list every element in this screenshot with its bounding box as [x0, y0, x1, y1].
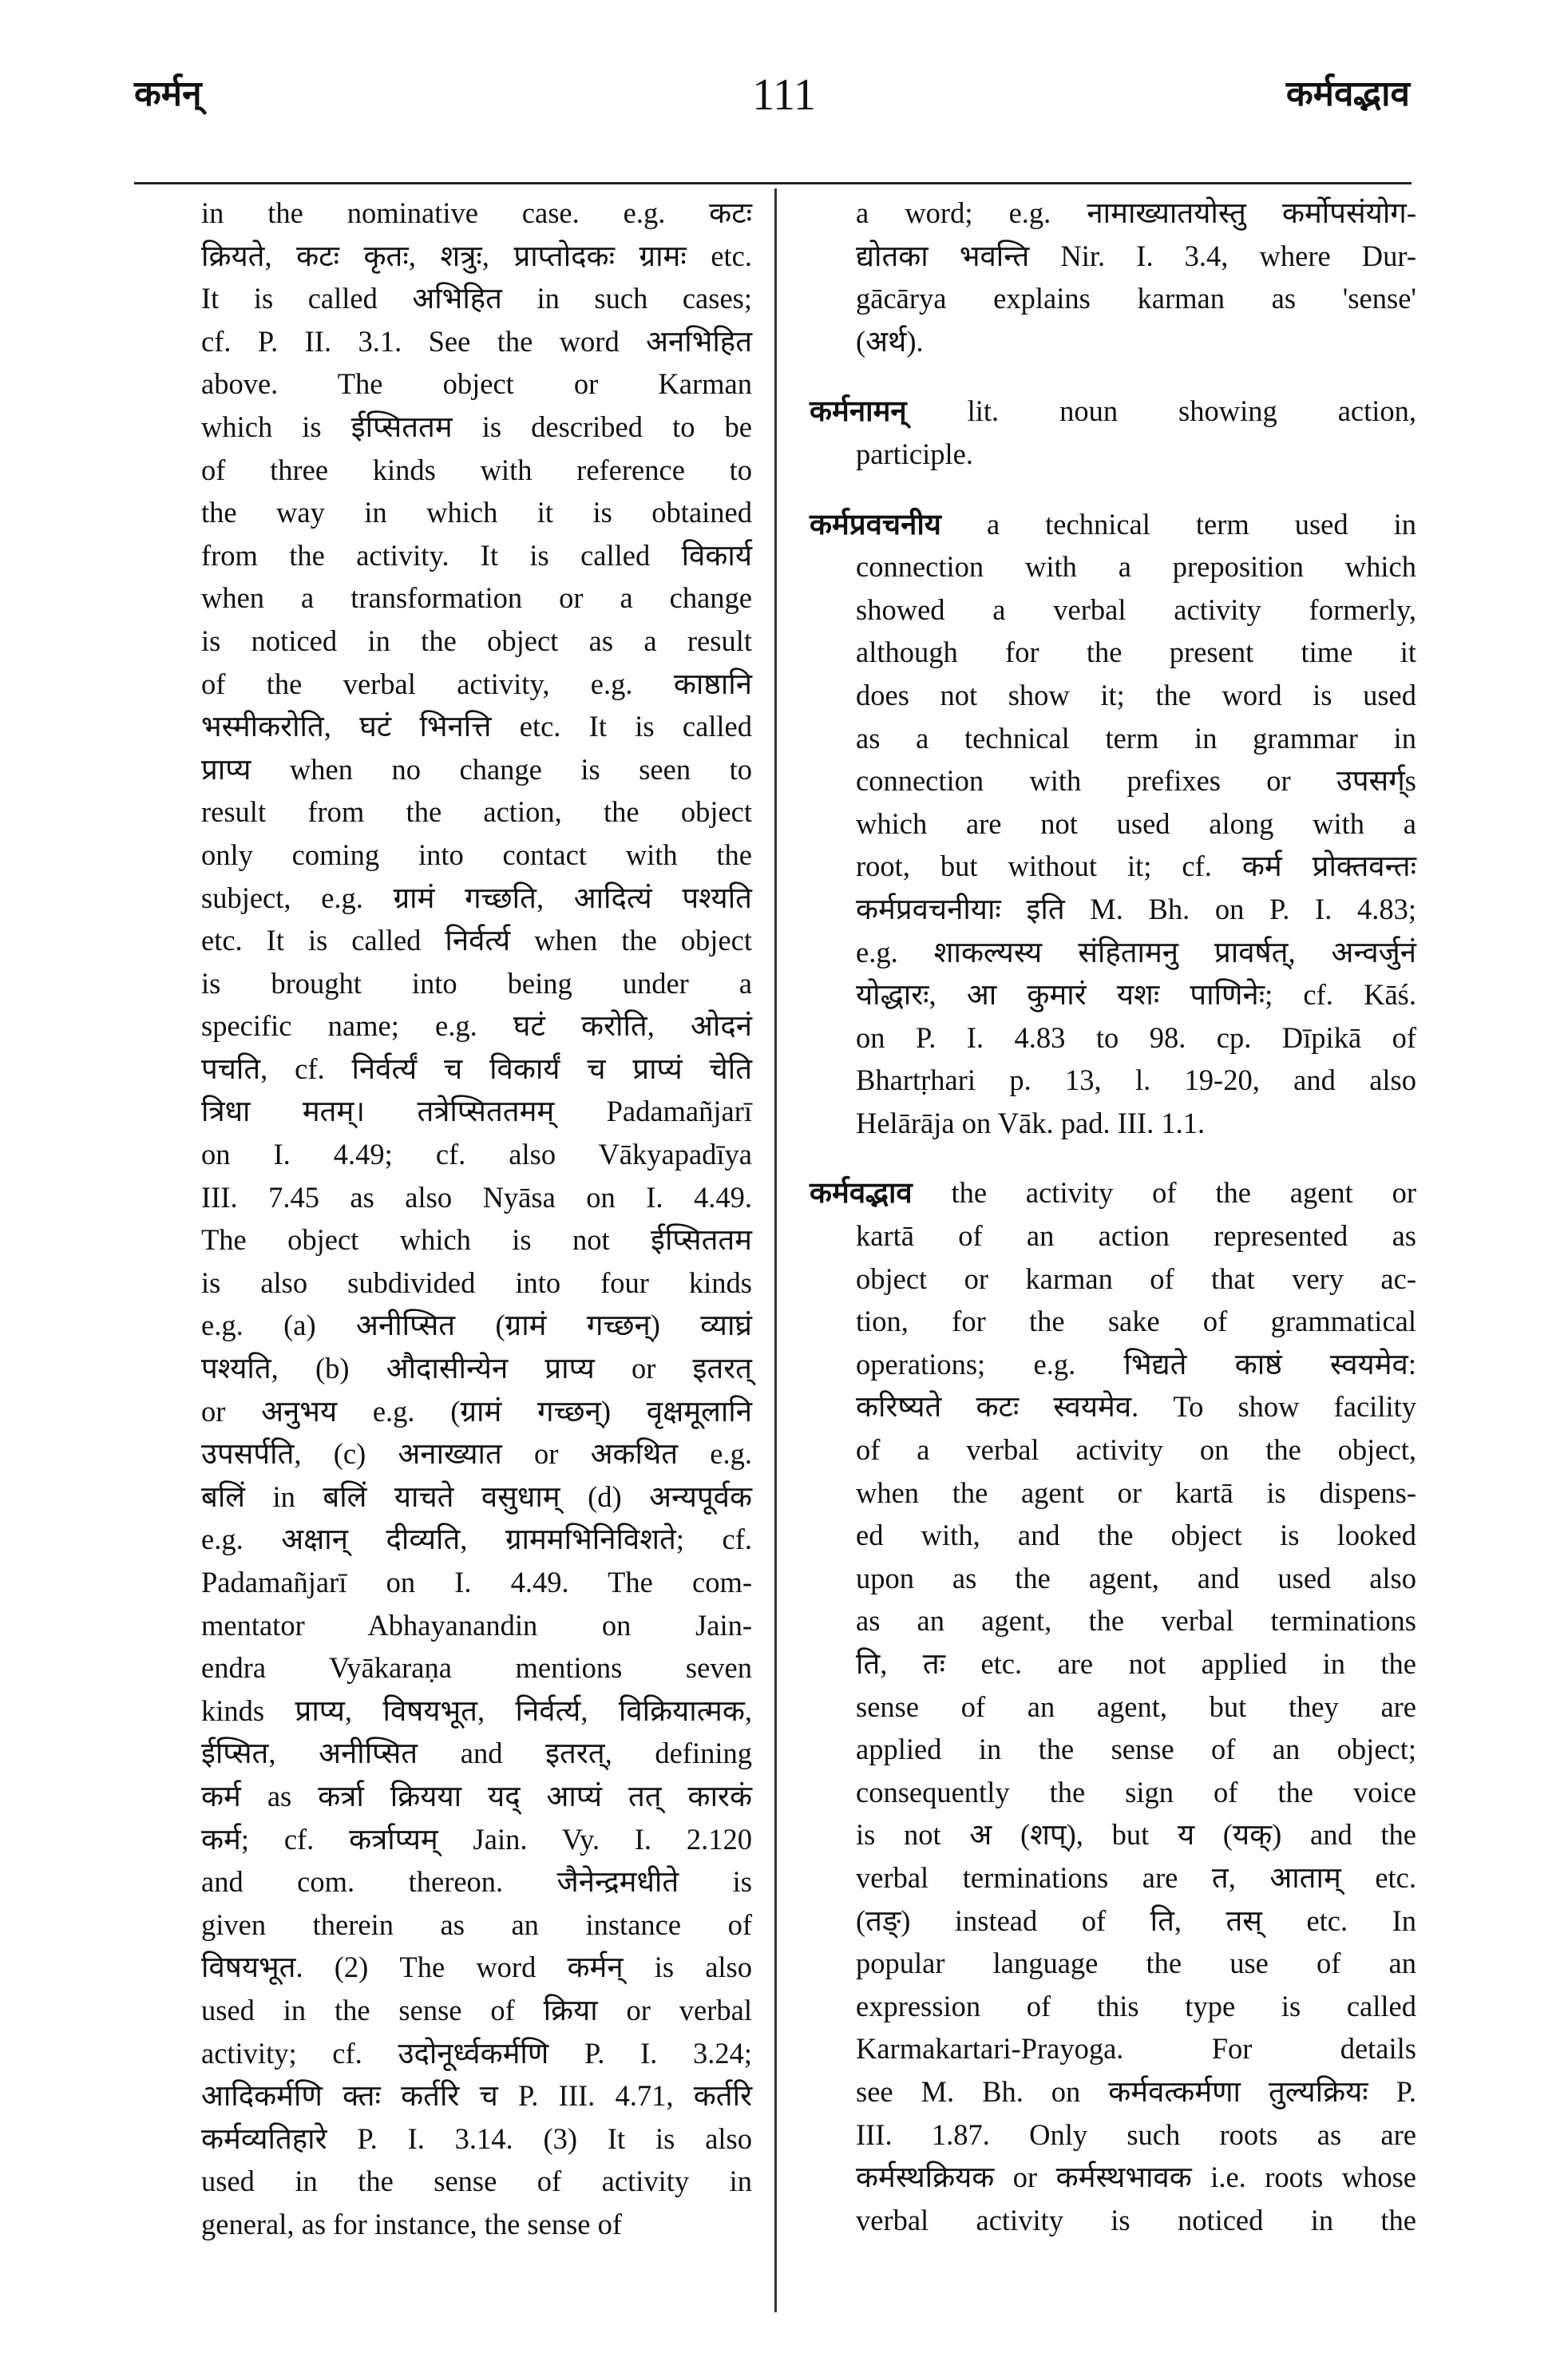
entry-headword: कर्मनामन् [810, 394, 907, 428]
text-line: III. 1.87. Only such roots as are [856, 2117, 1416, 2151]
text-line: a word; e.g. नामाख्यातयोस्तु कर्मोपसंयोग- [856, 196, 1416, 229]
column-divider [774, 188, 777, 2312]
text-line: ईप्सित, अनीप्सित and इतरत्, defining [201, 1737, 752, 1770]
running-head-right: कर्मवद्भाव [1285, 73, 1410, 114]
text-line: when a transformation or a change [201, 581, 752, 615]
text-line: (तङ्) instead of ति, तस् etc. In [856, 1903, 1416, 1937]
text-line: as an agent, the verbal terminations [856, 1604, 1416, 1638]
text-line: द्योतका भवन्ति Nir. I. 3.4, where Dur- [856, 239, 1416, 272]
text-line: object or karman of that very ac- [856, 1262, 1416, 1295]
text-line: is also subdivided into four kinds [201, 1266, 752, 1299]
entry-definition-start: a technical term used in [986, 507, 1417, 541]
text-line: कर्म as कर्त्रा क्रियया यद् आप्यं तत् कारकं [201, 1779, 752, 1812]
text-line: or अनुभय e.g. (ग्रामं गच्छन्) वृक्षमूलानि [201, 1394, 752, 1428]
text-line: ed with, and the object is looked [856, 1519, 1416, 1552]
header-rule [134, 182, 1412, 184]
text-line: (अर्थ). [856, 324, 924, 358]
text-line: and com. thereon. जैनेन्द्रमधीते is [201, 1865, 752, 1899]
text-line: करिष्यते कटः स्वयमेव. To show facility [856, 1390, 1416, 1424]
text-line: प्राप्य when no change is seen to [201, 752, 752, 786]
text-line: connection with a preposition which [856, 550, 1416, 584]
right-column [810, 192, 1416, 2241]
text-line: Karmakartari-Prayoga. For details [856, 2032, 1416, 2066]
text-line: expression of this type is called [856, 1989, 1416, 2022]
text-line: which is ईप्सिततम is described to be [201, 410, 752, 443]
entry-first-line [810, 390, 1416, 433]
text-line: Bhartṛhari p. 13, l. 19-20, and also [856, 1064, 1416, 1097]
text-line: on P. I. 4.83 to 98. cp. Dīpikā of [856, 1020, 1416, 1054]
text-line: general, as for instance, the sense of [201, 2207, 623, 2240]
left-column [201, 192, 752, 2246]
text-line: as a technical term in grammar in [856, 721, 1416, 755]
text-line: etc. It is called निर्वर्त्य when the object [201, 924, 752, 957]
text-line: of a verbal activity on the object, [856, 1433, 1416, 1467]
text-line: कर्मव्यतिहारे P. I. 3.14. (3) It is also [201, 2121, 752, 2155]
entry-first-line [810, 503, 1416, 546]
text-line: applied in the sense of an object; [856, 1733, 1416, 1766]
text-line: बलिं in बलिं याचते वसुधाम् (d) अन्यपूर्वक [201, 1480, 752, 1513]
text-line: is noticed in the object as a result [201, 624, 752, 657]
text-line: cf. P. II. 3.1. See the word अनभिहित [201, 324, 752, 358]
text-line: of three kinds with reference to [201, 453, 752, 486]
text-line: endra Vyākaraṇa mentions seven [201, 1651, 752, 1685]
text-line: verbal activity is noticed in the [856, 2203, 1416, 2236]
dictionary-entry [810, 1171, 1416, 2241]
text-line: कर्मप्रवचनीयाः इति M. Bh. on P. I. 4.83; [856, 892, 1416, 925]
text-line: given therein as an instance of [201, 1907, 752, 1941]
text-line: activity; cf. उदोनूर्ध्वकर्मणि P. I. 3.24; [201, 2036, 752, 2070]
text-line: popular language the use of an [856, 1947, 1416, 1980]
dictionary-entry [810, 390, 1416, 475]
text-line: The object which is not ईप्सिततम [201, 1223, 752, 1257]
text-line: tion, for the sake of grammatical [856, 1305, 1416, 1338]
entry-headword: कर्मवद्भाव [810, 1176, 913, 1210]
text-line: result from the action, the object [201, 795, 752, 829]
text-line: योद्धारः, आ कुमारं यशः पाणिनेः; cf. Kāś. [856, 978, 1416, 1012]
text-line: Helārāja on Vāk. pad. III. 1.1. [856, 1106, 1206, 1139]
text-line: is brought into being under a [201, 966, 752, 1000]
text-line: when the agent or kartā is dispens- [856, 1476, 1416, 1509]
text-line: root, but without it; cf. कर्म प्रोक्तवन्तः [856, 850, 1416, 883]
text-line: भस्मीकरोति, घटं भिनत्ति etc. It is called [201, 710, 752, 743]
text-line: कर्मस्थक्रियक or कर्मस्थभावक i.e. roots whose [856, 2161, 1416, 2194]
text-line: only coming into contact with the [201, 838, 752, 871]
dictionary-entry [810, 192, 1416, 362]
text-line: विषयभूत. (2) The word कर्मन् is also [201, 1951, 752, 1984]
text-line: mentator Abhayanandin on Jain- [201, 1608, 752, 1642]
entry-headword: कर्मप्रवचनीय [810, 507, 941, 541]
text-line: subject, e.g. ग्रामं गच्छति, आदित्यं पश्यति [201, 881, 752, 914]
text-line: e.g. शाकल्यस्य संहितामनु प्रावर्षत्, अन्वर्जुनं [856, 935, 1416, 969]
text-line: in the nominative case. e.g. कटः [201, 196, 752, 229]
page-number: 111 [752, 70, 816, 120]
text-line: kinds प्राप्य, विषयभूत, निर्वर्त्य, विक्रियात्मक, [201, 1694, 752, 1727]
text-line: showed a verbal activity formerly, [856, 592, 1416, 626]
entry-first-line [810, 1171, 1416, 1214]
text-line: which are not used along with a [856, 806, 1416, 840]
text-line: operations; e.g. भिद्यते काष्ठं स्वयमेव: [856, 1347, 1416, 1381]
text-line: specific name; e.g. घटं करोति, ओदनं [201, 1009, 752, 1043]
text-line: उपसर्पति, (c) अनाख्यात or अकथित e.g. [201, 1437, 752, 1471]
text-line: verbal terminations are त, आताम् etc. [856, 1860, 1416, 1894]
text-line: although for the present time it [856, 636, 1416, 669]
text-line: It is called अभिहित in such cases; [201, 282, 752, 315]
text-line: the way in which it is obtained [201, 496, 752, 529]
text-line: of the verbal activity, e.g. काष्ठानि [201, 667, 752, 700]
text-line: क्रियते, कटः कृतः, शत्रुः, प्राप्तोदकः ग्रामः etc. [201, 239, 752, 272]
text-line: participle. [856, 437, 973, 470]
text-line: from the activity. It is called विकार्य [201, 538, 752, 572]
text-line: पचति, cf. निर्वर्त्यं च विकार्यं च प्राप्यं चेति [201, 1052, 752, 1085]
text-line: kartā of an action represented as [856, 1219, 1416, 1253]
text-line: III. 7.45 as also Nyāsa on I. 4.49. [201, 1180, 752, 1214]
text-line: is not अ (शप्), but य (यक्) and the [856, 1818, 1416, 1852]
text-line: कर्म; cf. कर्त्राप्यम् Jain. Vy. I. 2.120 [201, 1822, 752, 1856]
text-line: used in the sense of activity in [201, 2165, 752, 2198]
text-line: connection with prefixes or उपसर्ग्s [856, 764, 1416, 798]
text-line: does not show it; the word is used [856, 678, 1416, 711]
running-head-left: कर्मन् [134, 73, 202, 114]
text-line: e.g. अक्षान् दीव्यति, ग्राममभिनिविशते; cf. [201, 1523, 752, 1556]
text-line: e.g. (a) अनीप्सित (ग्रामं गच्छन्) व्याघ्रं [201, 1309, 752, 1342]
text-line: ति, तः etc. are not applied in the [856, 1647, 1416, 1680]
text-line: आदिकर्मणि क्तः कर्तरि च P. III. 4.71, कर्तरि [201, 2079, 752, 2113]
text-line: gācārya explains karman as 'sense' [856, 282, 1416, 315]
text-line: used in the sense of क्रिया or verbal [201, 1993, 752, 2026]
text-line: above. The object or Karman [201, 367, 752, 401]
text-line: Padamañjarī on I. 4.49. The com- [201, 1566, 752, 1598]
text-line: on I. 4.49; cf. also Vākyapadīya [201, 1138, 752, 1171]
text-line: पश्यति, (b) औदासीन्येन प्राप्य or इतरत् [201, 1352, 752, 1385]
dictionary-entry [810, 503, 1416, 1145]
text-line: see M. Bh. on कर्मवत्कर्मणा तुल्यक्रियः P. [856, 2074, 1416, 2108]
text-line: consequently the sign of the voice [856, 1775, 1416, 1808]
entry-definition-start: lit. noun showing action, [967, 394, 1417, 428]
text-line: upon as the agent, and used also [856, 1561, 1416, 1594]
text-line: त्रिधा मतम्। तत्रेप्सिततमम् Padamañjarī [201, 1095, 752, 1128]
entry-definition-start: the activity of the agent or [951, 1176, 1417, 1210]
text-line: sense of an agent, but they are [856, 1690, 1416, 1723]
